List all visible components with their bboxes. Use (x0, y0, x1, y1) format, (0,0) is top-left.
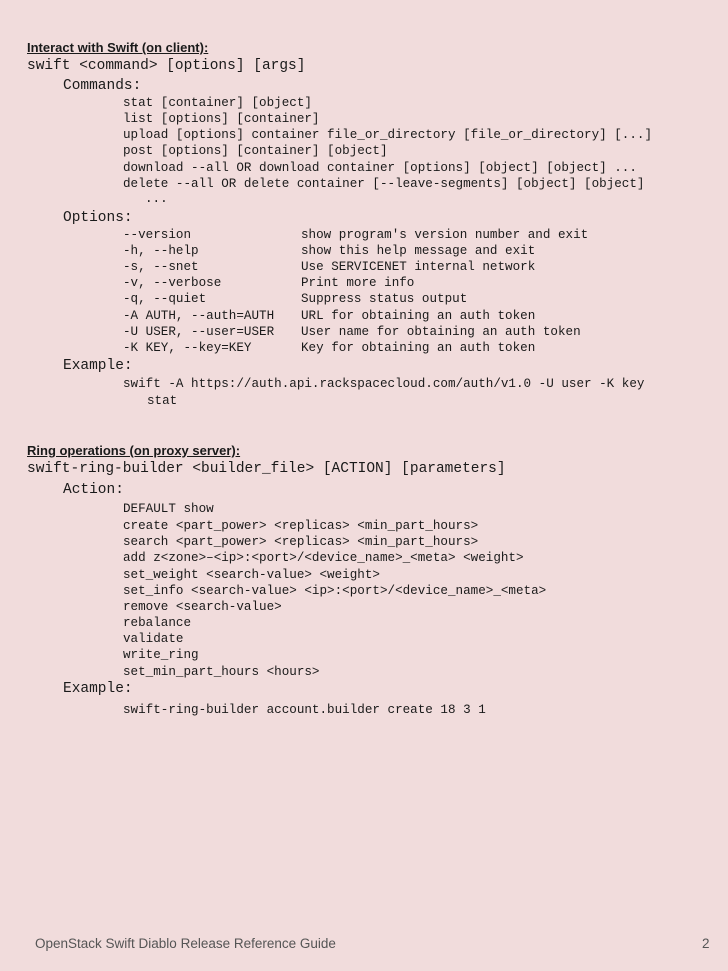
action-line: remove <search-value> (123, 600, 282, 614)
option-desc: User name for obtaining an auth token (301, 325, 581, 339)
option-row (123, 309, 536, 323)
footer-title: OpenStack Swift Diablo Release Reference Guide (35, 936, 336, 951)
action-line: validate (123, 632, 184, 646)
option-row (123, 341, 536, 355)
example-label: Example: (63, 358, 133, 374)
option-row (123, 228, 589, 242)
option-row (123, 292, 468, 306)
action-line: add z<zone>–<ip>:<port>/<device_name>_<meta> <weight> (123, 551, 524, 565)
example-line: stat (147, 394, 178, 408)
action-line: create <part_power> <replicas> <min_part_hours> (123, 519, 479, 533)
action-line: set_weight <search-value> <weight> (123, 568, 380, 582)
option-desc: show program's version number and exit (301, 228, 589, 242)
option-flag: -U USER, --user=USER (123, 325, 275, 339)
option-desc: URL for obtaining an auth token (301, 309, 536, 323)
action-label: Action: (63, 482, 124, 498)
commands-label: Commands: (63, 78, 142, 94)
command-line: stat [container] [object] (123, 96, 312, 110)
command-line: upload [options] container file_or_directory [file_or_directory] [...] (123, 128, 653, 142)
option-row (123, 325, 581, 339)
option-desc: Use SERVICENET internal network (301, 260, 536, 274)
command-line: post [options] [container] [object] (123, 144, 388, 158)
option-flag: --version (123, 228, 192, 242)
action-line: set_info <search-value> <ip>:<port>/<device_name>_<meta> (123, 584, 547, 598)
action-line: rebalance (123, 616, 192, 630)
option-flag: -K KEY, --key=KEY (123, 341, 252, 355)
command-line: ... (145, 192, 168, 206)
option-desc: Print more info (301, 276, 415, 290)
option-flag: -A AUTH, --auth=AUTH (123, 309, 275, 323)
option-flag: -v, --verbose (123, 276, 222, 290)
option-desc: Key for obtaining an auth token (301, 341, 536, 355)
option-row (123, 244, 536, 258)
option-flag: -q, --quiet (123, 292, 207, 306)
command-line: delete --all OR delete container [--leave-segments] [object] [object] (123, 177, 645, 191)
action-line: DEFAULT show (123, 502, 214, 516)
action-line: search <part_power> <replicas> <min_part_hours> (123, 535, 479, 549)
section1-heading: Interact with Swift (on client): (27, 40, 209, 55)
example-label: Example: (63, 681, 133, 697)
option-flag: -h, --help (123, 244, 199, 258)
page-number: 2 (702, 936, 710, 951)
section2-heading: Ring operations (on proxy server): (27, 443, 241, 458)
command-line: list [options] [container] (123, 112, 320, 126)
action-line: write_ring (123, 648, 199, 662)
ring-builder-usage: swift-ring-builder <builder_file> [ACTION] [parameters] (27, 461, 506, 477)
option-desc: Suppress status output (301, 292, 468, 306)
option-flag: -s, --snet (123, 260, 199, 274)
example-line: swift-ring-builder account.builder create 18 3 1 (123, 703, 486, 717)
action-line: set_min_part_hours <hours> (123, 665, 320, 679)
option-row (123, 260, 536, 274)
option-row (123, 276, 415, 290)
command-line: download --all OR download container [options] [object] [object] ... (123, 161, 637, 175)
swift-usage: swift <command> [options] [args] (27, 58, 306, 74)
example-line: swift -A https://auth.api.rackspacecloud.com/auth/v1.0 -U user -K key (123, 377, 645, 391)
option-desc: show this help message and exit (301, 244, 536, 258)
options-label: Options: (63, 210, 133, 226)
